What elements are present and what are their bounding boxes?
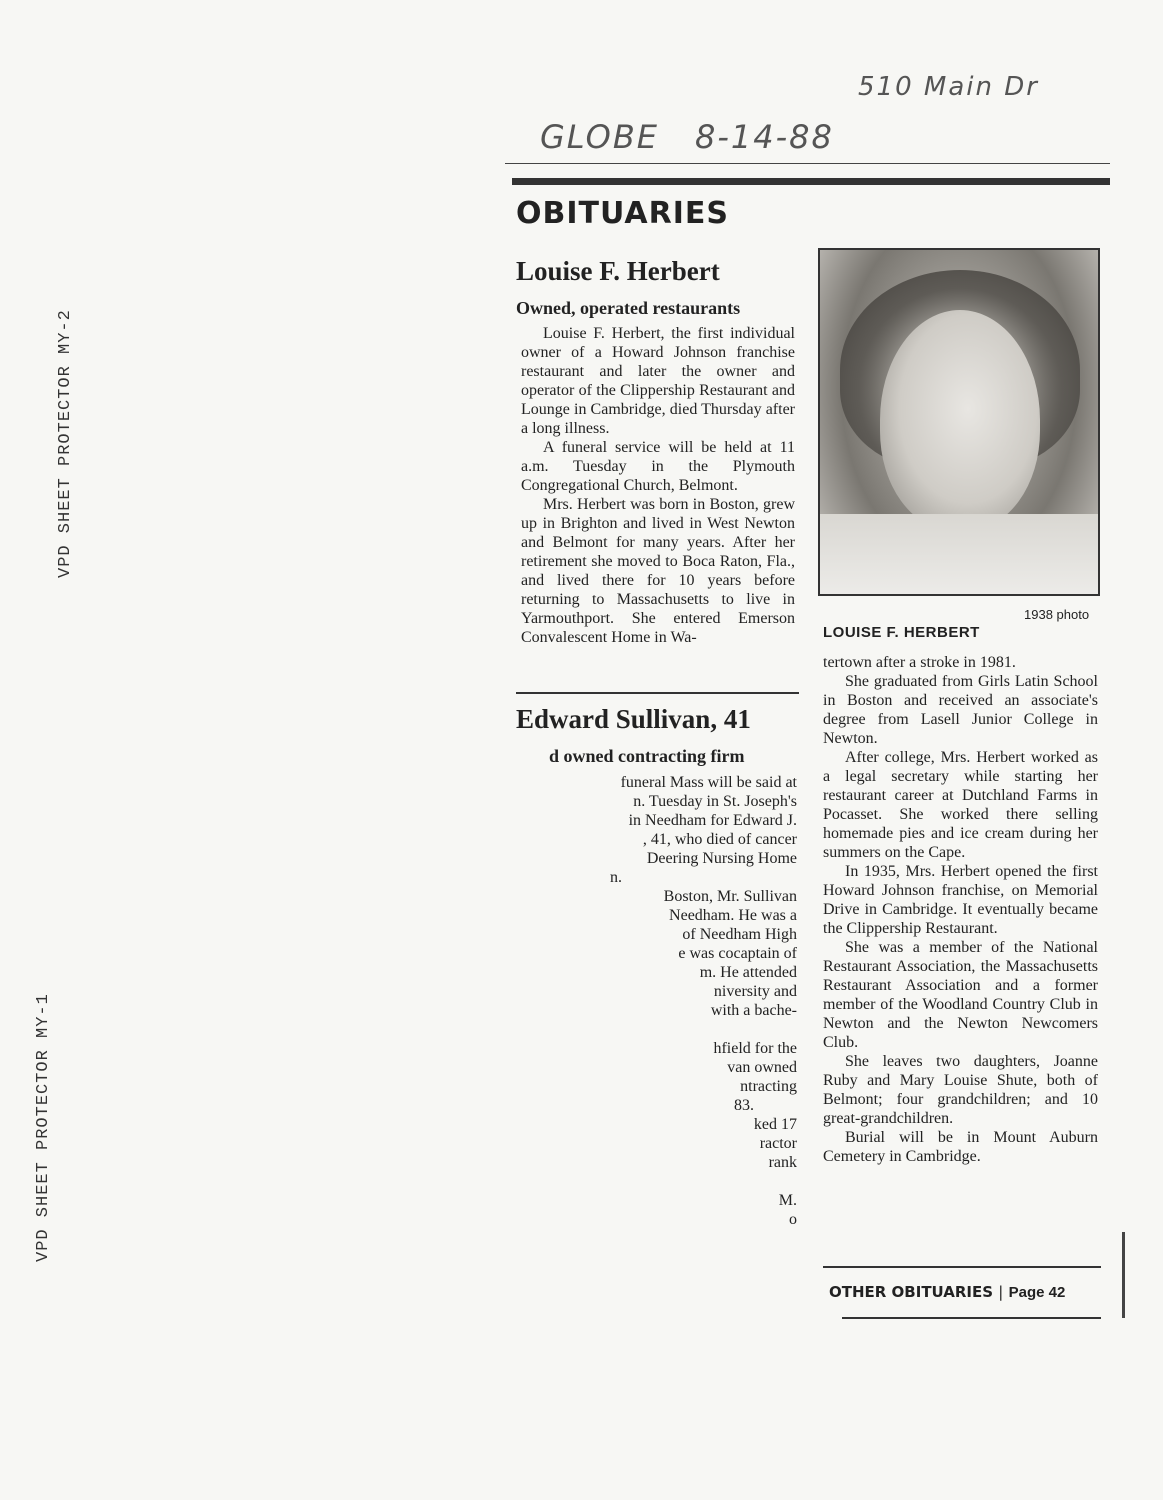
other-obituaries-label: OTHER OBITUARIES <box>829 1283 994 1301</box>
footer-page: Page 42 <box>1008 1284 1066 1301</box>
obit2-line: funeral Mass will be said at <box>620 774 797 791</box>
obit2-line: m. He attended <box>699 964 797 981</box>
obit1-column-1 <box>521 324 795 647</box>
top-thick-rule <box>512 178 1110 185</box>
obit2-line: ked 17 <box>753 1116 797 1133</box>
obit2-line: with a bache- <box>710 1002 797 1019</box>
footer-bottom-rule <box>842 1317 1101 1319</box>
obit1-c2-p1: tertown after a stroke in 1981. <box>823 654 1016 671</box>
obit2-subhead: d owned contracting firm <box>549 746 745 766</box>
obit1-c1-p2: A funeral service will be held at 11 a.m. Tuesday in the Plymouth Congregational Church, Belmont. <box>521 439 795 494</box>
photo-caption: LOUISE F. HERBERT <box>823 624 980 641</box>
margin-stamp-lower: VPD SHEET PROTECTOR MY-1 <box>34 993 53 1262</box>
portrait-photo <box>818 248 1100 596</box>
obit2-line: n. Tuesday in St. Joseph's <box>633 793 797 810</box>
obit2-line <box>520 1172 797 1191</box>
obit2-line: van owned <box>727 1059 797 1076</box>
handwritten-source: GLOBE <box>540 118 659 156</box>
obit2-line: niversity and <box>713 983 797 1000</box>
obit2-line: M. <box>778 1192 797 1209</box>
obit1-c1-p1: Louise F. Herbert, the first individual owner of a Howard Johnson franchise restaurant and later the owner and operator of the Clippership Restaurant and Lounge in Cambridge, died Thursday after a long illness. <box>521 325 795 437</box>
photo-face <box>880 310 1040 530</box>
obit1-name: Louise F. Herbert <box>516 256 720 286</box>
obit2-line: ntracting <box>740 1078 797 1095</box>
margin-stamp-upper: VPD SHEET PROTECTOR MY-2 <box>56 309 75 578</box>
obit-divider <box>516 692 799 694</box>
handwritten-date: 8-14-88 <box>695 118 834 156</box>
obit1-c1-p3: Mrs. Herbert was born in Boston, grew up in Brighton and lived in West Newton and Belmont for many years. After her retirement she moved to Boca Raton, Fla., and lived there for 10 years before returning to Massachusetts to live in Yarmouthport. She entered Emerson Convalescent Home in Wa- <box>521 496 795 646</box>
obit2-line: , 41, who died of cancer <box>642 831 797 848</box>
photo-shoulders <box>820 514 1098 594</box>
top-thin-rule <box>505 163 1110 164</box>
obit2-line: of Needham High <box>682 926 797 943</box>
obit1-c2-p7: Burial will be in Mount Auburn Cemetery in Cambridge. <box>823 1129 1098 1165</box>
obit2-line: Boston, Mr. Sullivan <box>663 888 797 905</box>
obit2-line: hfield for the <box>713 1040 797 1057</box>
section-title: OBITUARIES <box>516 196 730 231</box>
handwritten-address: 510 Main Dr <box>858 72 1039 102</box>
obit1-c2-p5: She was a member of the National Restaurant Association, the Massachusetts Restaurant Association and a former member of the Woodland Country Club in Newton and the Newton Newcomers Club. <box>823 939 1098 1051</box>
clipping-edge <box>1122 1232 1125 1318</box>
obit1-c2-p2: She graduated from Girls Latin School in Boston and received an associate's degree from Lasell Junior College in Newton. <box>823 673 1098 747</box>
obit1-c2-p3: After college, Mrs. Herbert worked as a legal secretary while starting her restaurant career at Dutchland Farms in Pocasset. She worked there selling homemade pies and ice cream during her summers on the Cape. <box>823 749 1098 861</box>
obit2-line: rank <box>768 1154 797 1171</box>
obit1-c2-p6: She leaves two daughters, Joanne Ruby and Mary Louise Shute, both of Belmont; four grandchildren; and 10 great-grandchildren. <box>823 1053 1098 1127</box>
obit2-body <box>520 773 797 1229</box>
obit2-line: e was cocaptain of <box>678 945 797 962</box>
obit2-line <box>520 1020 797 1039</box>
obit2-line: 83. <box>734 1097 754 1114</box>
photo-credit: 1938 photo <box>1024 607 1090 622</box>
obit1-subhead: Owned, operated restaurants <box>516 298 741 318</box>
obit2-line: Needham. He was a <box>669 907 797 924</box>
footer-top-rule <box>823 1266 1101 1268</box>
obit1-column-2 <box>823 653 1098 1166</box>
other-obituaries-link[interactable] <box>829 1283 1065 1301</box>
obit2-line: in Needham for Edward J. <box>628 812 797 829</box>
obit2-line: o <box>789 1211 797 1228</box>
footer-separator: | <box>998 1283 1004 1301</box>
obit2-line: ractor <box>759 1135 797 1152</box>
obit1-c2-p4: In 1935, Mrs. Herbert opened the first Howard Johnson franchise, on Memorial Drive in Cambridge. It eventually became the Clippership Restaurant. <box>823 863 1098 937</box>
obit2-line: Deering Nursing Home <box>646 850 797 867</box>
obit2-line: n. <box>610 869 622 886</box>
obit2-name: Edward Sullivan, 41 <box>516 704 751 734</box>
